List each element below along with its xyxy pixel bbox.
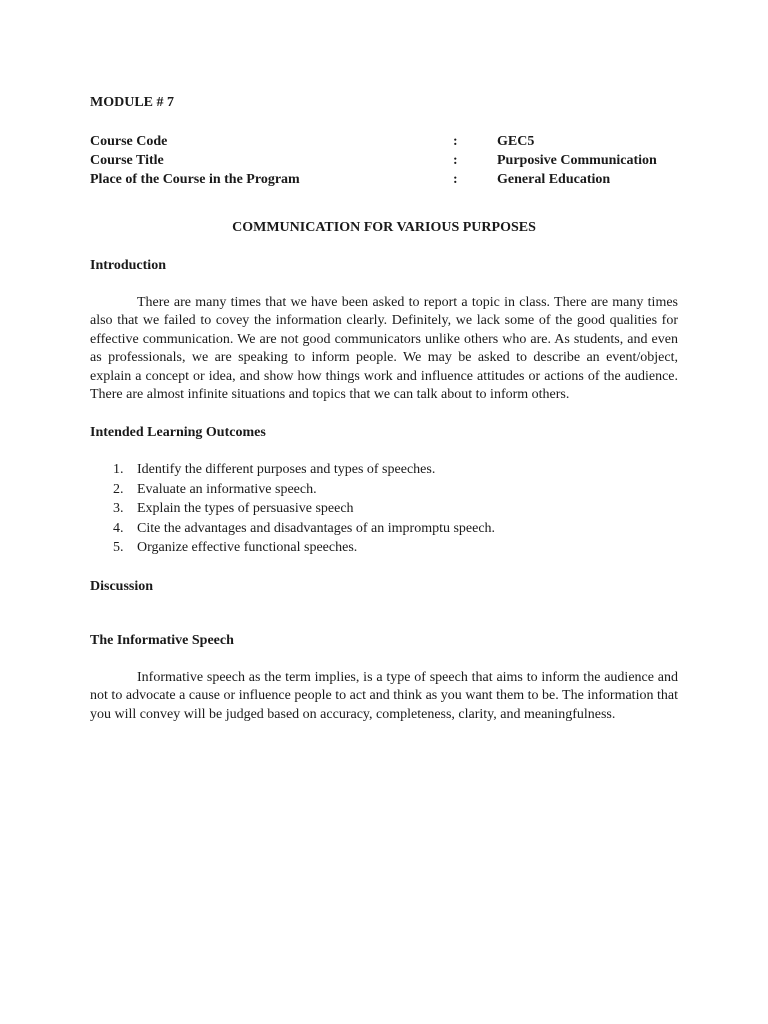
list-item-text: Organize effective functional speeches.	[137, 540, 358, 556]
document-page	[90, 94, 678, 724]
course-info-row	[90, 151, 678, 170]
section-title: COMMUNICATION FOR VARIOUS PURPOSES	[232, 220, 536, 235]
list-item-text: Identify the different purposes and types of speeches.	[137, 462, 436, 478]
list-item-number: 5.	[113, 540, 124, 556]
list-item-number: 4.	[113, 520, 124, 536]
course-info-value: General Education	[497, 172, 611, 187]
list-item-number: 2.	[113, 481, 124, 497]
introduction-heading: Introduction	[90, 258, 166, 273]
list-item-text: Explain the types of persuasive speech	[137, 501, 354, 517]
course-info-separator: :	[453, 134, 458, 149]
introduction-paragraph: There are many times that we have been asked to report a topic in class. There are many times also that we failed to covey the information clearly. Definitely, we lack some of the good qualities for effective communication. We are not good communicators unlike others who are. As students, and even as professionals, we are speaking to inform people. We may be asked to describe an event/object, explain a concept or idea, and show how things work and influence attitudes or actions of the audience. There are almost infinite situations and topics that we can talk about to inform others.	[90, 295, 678, 403]
course-info-table	[90, 132, 678, 189]
list-item	[90, 519, 678, 539]
course-info-label: Course Code	[90, 134, 168, 149]
list-item-text: Cite the advantages and disadvantages of an impromptu speech.	[137, 520, 496, 536]
module-title: MODULE # 7	[90, 95, 174, 110]
list-item-number: 3.	[113, 501, 124, 517]
course-info-value: Purposive Communication	[497, 153, 657, 168]
course-info-separator: :	[453, 172, 458, 187]
list-item-text: Evaluate an informative speech.	[137, 481, 317, 497]
list-item-number: 1.	[113, 462, 124, 478]
course-info-label: Place of the Course in the Program	[90, 172, 300, 187]
course-info-label: Course Title	[90, 153, 164, 168]
course-info-separator: :	[453, 153, 458, 168]
course-info-row	[90, 132, 678, 151]
course-info-row	[90, 170, 678, 189]
informative-speech-paragraph: Informative speech as the term implies, is a type of speech that aims to inform the audience and not to advocate a cause or influence people to act and think as you want them to be. The information that you will convey will be judged based on accuracy, completeness, clarity, and meaningfulness.	[90, 669, 678, 722]
discussion-heading: Discussion	[90, 578, 154, 594]
outcomes-list	[90, 460, 678, 558]
list-item	[90, 499, 678, 519]
course-info-value: GEC5	[497, 134, 535, 149]
outcomes-heading: Intended Learning Outcomes	[90, 425, 266, 441]
informative-speech-heading: The Informative Speech	[90, 632, 234, 648]
list-item	[90, 538, 678, 558]
list-item	[90, 460, 678, 480]
list-item	[90, 480, 678, 500]
